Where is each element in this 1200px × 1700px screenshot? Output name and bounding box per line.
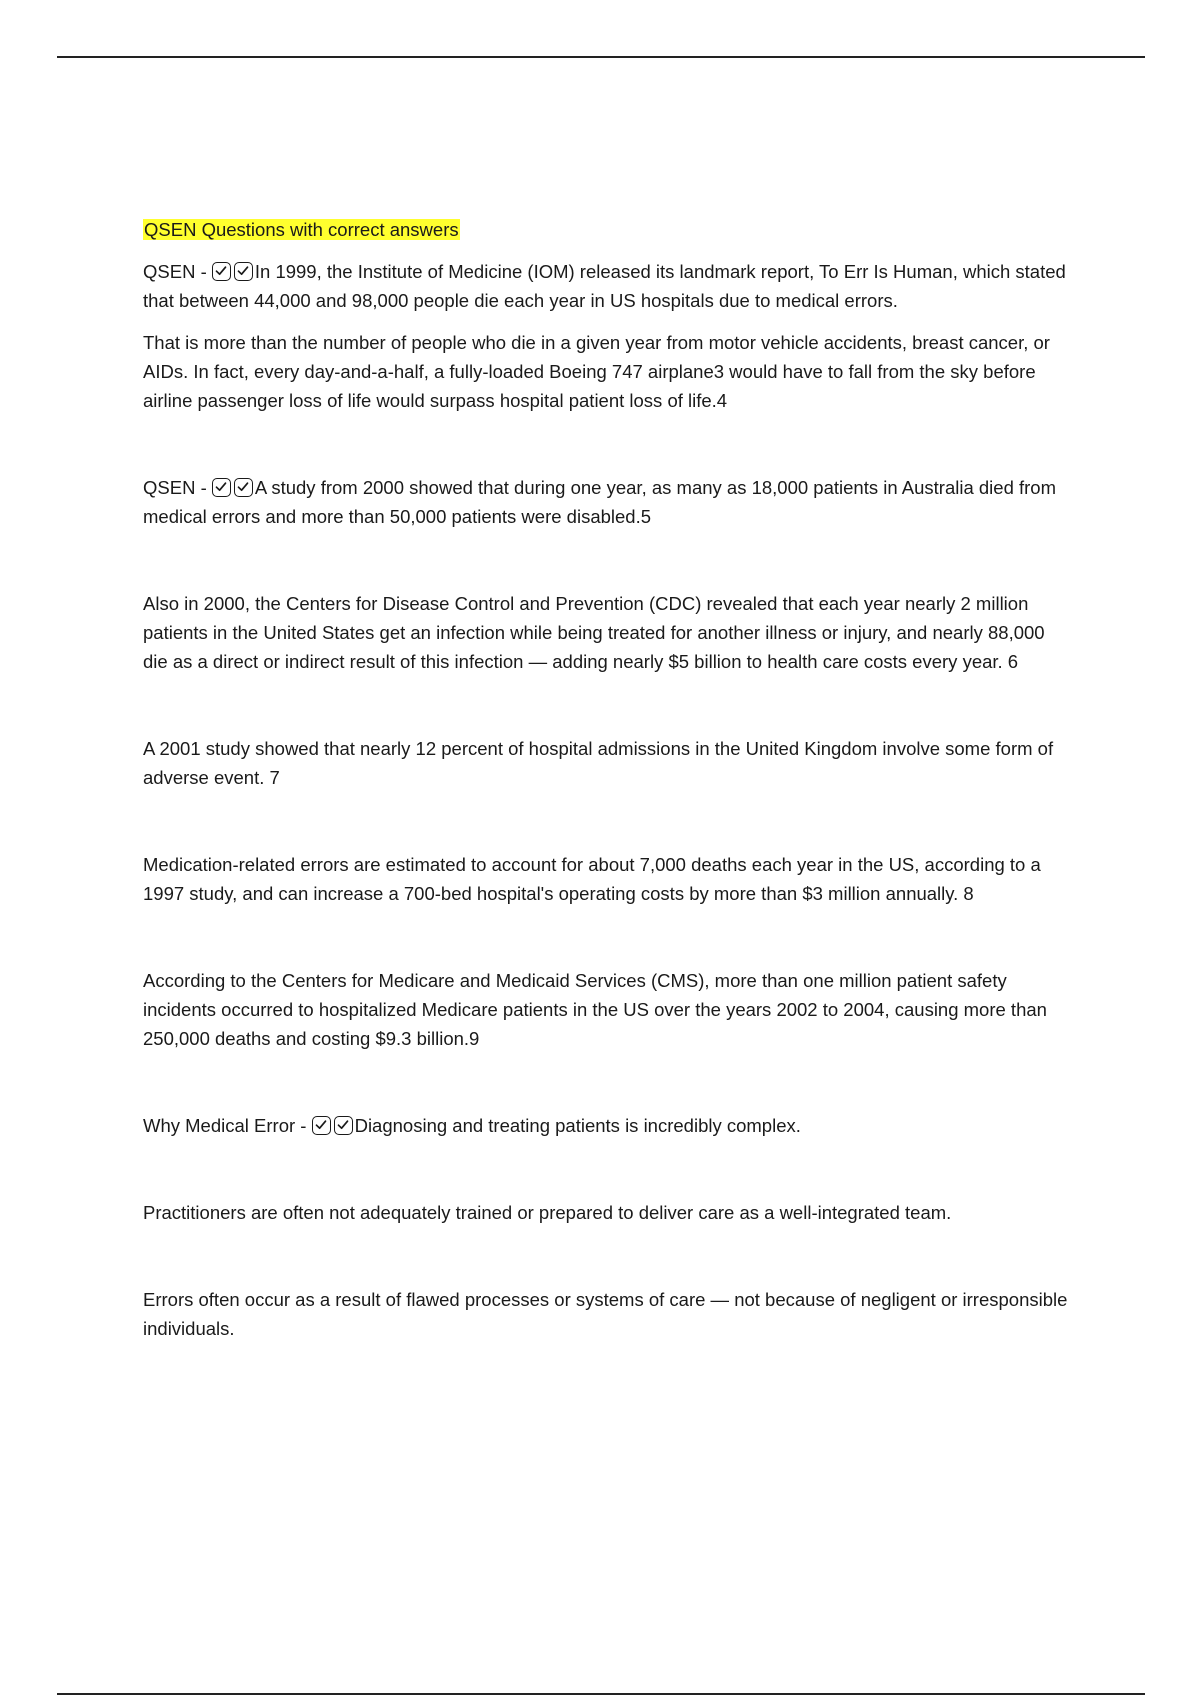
- question-prefix: QSEN -: [143, 261, 212, 282]
- answer-text: Diagnosing and treating patients is incredibly complex.: [354, 1115, 801, 1136]
- question-item: [143, 257, 1073, 315]
- checkbox-checked-icon: [234, 478, 253, 497]
- question-prefix: Why Medical Error -: [143, 1115, 312, 1136]
- checkbox-checked-icon: [312, 1116, 331, 1135]
- checkbox-checked-icon: [212, 262, 231, 281]
- title-line: [143, 215, 1073, 244]
- header-rule: [57, 56, 1145, 58]
- question-item: [143, 473, 1073, 531]
- checkbox-checked-icon: [334, 1116, 353, 1135]
- answer-paragraph: Also in 2000, the Centers for Disease Control and Prevention (CDC) revealed that each year nearly 2 million patients in the United States get an infection while being treated for another illness or injury, and nearly 88,000 die as a direct or indirect result of this infection — adding nearly $5 billion to health care costs every year. 6: [143, 593, 1045, 672]
- footer-rule: [57, 1693, 1145, 1695]
- checkbox-checked-icon: [234, 262, 253, 281]
- checkbox-checked-icon: [212, 478, 231, 497]
- document-body: [143, 215, 1073, 1401]
- question-prefix: QSEN -: [143, 477, 212, 498]
- question-item: [143, 1111, 1073, 1140]
- answer-paragraph: Medication-related errors are estimated to account for about 7,000 deaths each year in the US, according to a 1997 study, and can increase a 700-bed hospital's operating costs by more than $3 million annually. 8: [143, 854, 1041, 904]
- answer-text: A study from 2000 showed that during one year, as many as 18,000 patients in Australia died from medical errors and more than 50,000 patients were disabled.5: [143, 477, 1056, 527]
- answer-paragraph: Errors often occur as a result of flawed processes or systems of care — not because of negligent or irresponsible individuals.: [143, 1289, 1068, 1339]
- answer-paragraph: A 2001 study showed that nearly 12 percent of hospital admissions in the United Kingdom involve some form of adverse event. 7: [143, 738, 1054, 788]
- document-title: QSEN Questions with correct answers: [144, 219, 459, 240]
- answer-paragraph: According to the Centers for Medicare and Medicaid Services (CMS), more than one million patient safety incidents occurred to hospitalized Medicare patients in the US over the years 2002 to 2004, causing more than 250,000 deaths and costing $9.3 billion.9: [143, 970, 1047, 1049]
- answer-paragraph: That is more than the number of people who die in a given year from motor vehicle accidents, breast cancer, or AIDs. In fact, every day-and-a-half, a fully-loaded Boeing 747 airplane3 would have to fall from the sky before airline passenger loss of life would surpass hospital patient loss of life.4: [143, 332, 1050, 411]
- answer-text: In 1999, the Institute of Medicine (IOM) released its landmark report, To Err Is Human, which stated that between 44,000 and 98,000 people die each year in US hospitals due to medical errors.: [143, 261, 1066, 311]
- answer-paragraph: Practitioners are often not adequately trained or prepared to deliver care as a well-integrated team.: [143, 1202, 952, 1223]
